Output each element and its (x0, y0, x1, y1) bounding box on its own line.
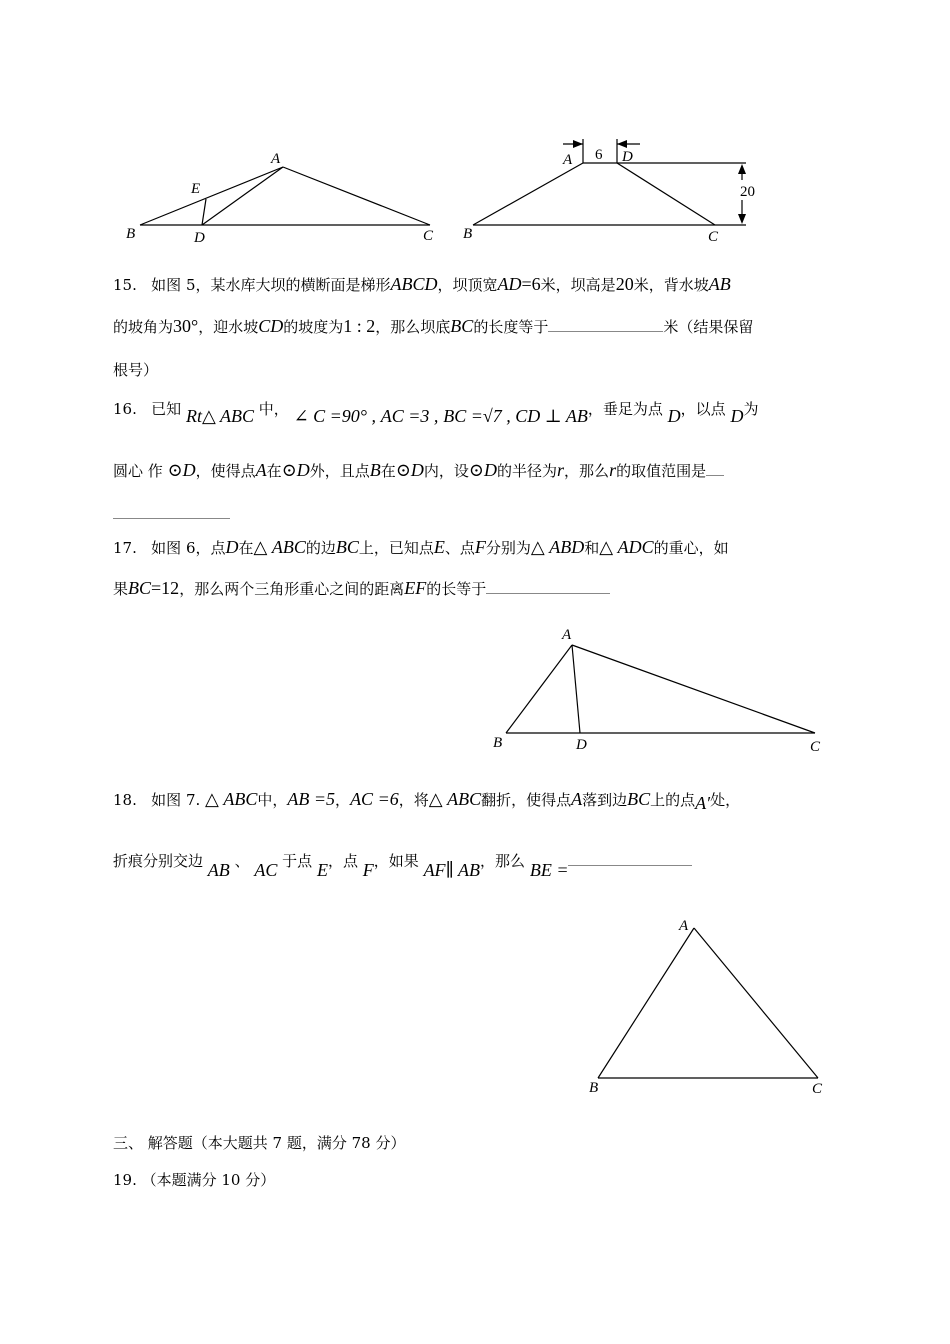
q15-text: 的坡度为 (283, 318, 344, 336)
q18-math: BC (627, 789, 651, 809)
q17-math: EF (404, 578, 427, 598)
q18-math: △ ABC (205, 789, 258, 809)
q17-text: 在 (238, 539, 254, 557)
label-A: A (271, 151, 281, 167)
q18-number: 18. (113, 791, 137, 809)
label-B: B (463, 226, 473, 242)
q18-text: 上的点 (650, 791, 696, 809)
q16-math: ⊙D (281, 460, 310, 480)
label-D: D (194, 230, 205, 246)
label-B: B (589, 1080, 599, 1096)
q17-math: △ ADC (599, 537, 654, 557)
q16-text: 内，设 (423, 462, 469, 480)
q18-math: AB (207, 860, 230, 880)
q16-math: AC =3 , (380, 406, 439, 426)
q18-math: AC (254, 860, 278, 880)
q18-text: 如图 7. (151, 791, 201, 809)
label-A: A (563, 152, 573, 168)
q15-math: 20 (615, 274, 634, 294)
q16-math: Rt△ ABC (185, 406, 254, 426)
q15-text: 如图 5，某水库大坝的横断面是梯形 (151, 276, 391, 294)
q17-text: 和 (584, 539, 600, 557)
q16-text: 圆心 作 (113, 462, 163, 480)
q18-math: AF∥ AB (423, 860, 481, 880)
q15-text: 米，背水坡 (633, 276, 709, 294)
q16-text: 中， (258, 400, 289, 418)
q16-math: r (557, 460, 565, 480)
q15-math: BC (450, 316, 474, 336)
q17-number: 17. (113, 539, 137, 557)
q17-math: =12 (151, 578, 180, 598)
q16-math: r (609, 460, 617, 480)
q15-number: 15. (113, 276, 137, 294)
q16-text: 已知 (151, 400, 182, 418)
q16-text: 为 (743, 400, 759, 418)
q18-math: △ ABC (428, 789, 482, 809)
q16-text: 在 (380, 462, 396, 480)
q19-heading: 19. （本题满分 10 分） (113, 1171, 276, 1189)
q17-math: E (433, 537, 445, 557)
q18-math: F (362, 860, 374, 880)
label-E: E (191, 181, 201, 197)
q18-math: AC =6 (350, 789, 399, 809)
label-A: A (562, 627, 572, 643)
q17-math: BC (335, 537, 359, 557)
q16-text: 的取值范围是 (616, 462, 707, 480)
q17-text: 果 (113, 580, 129, 598)
q15-math: AB (708, 274, 731, 294)
q17-math: D (225, 537, 239, 557)
q18-math: E (316, 860, 328, 880)
q18-text: ， (335, 791, 351, 809)
q18-text: 折痕分别交边 (113, 852, 204, 870)
q15-text: ，坝顶宽 (437, 276, 498, 294)
q17-text: 的长等于 (426, 580, 487, 598)
q15-math: CD (258, 316, 284, 336)
q16-math: ⊙D (468, 460, 498, 480)
q18-text: 翻折，使得点 (481, 791, 572, 809)
top-width-label: 6 (595, 147, 603, 163)
q16-text: ，那么 (564, 462, 610, 480)
q18-math: A (571, 789, 583, 809)
q16-math: A (255, 460, 267, 480)
section-3-heading: 三、 解答题（本大题共 7 题，满分 78 分） (113, 1134, 406, 1152)
q15-text: 的长度等于 (473, 318, 549, 336)
q17-math: △ ABC (253, 537, 306, 557)
q15-text: 根号） (113, 361, 159, 379)
q15-math: AD (497, 274, 522, 294)
q16-math: D (730, 406, 744, 426)
q16-math: D (667, 406, 681, 426)
q15-math: 1 : 2 (343, 316, 376, 336)
q16-math: ⊙D (167, 460, 196, 480)
label-D: D (576, 737, 587, 753)
q18-text: 中， (257, 791, 288, 809)
q16-text: 在 (266, 462, 282, 480)
q16-math: B (369, 460, 381, 480)
q16-math: ⊙D (395, 460, 424, 480)
q15-text: ，迎水坡 (198, 318, 259, 336)
q16-math: ∠ C =90° , (293, 406, 376, 426)
q16-text: ，垂足为点 (587, 400, 663, 418)
q18-text: 、 (234, 852, 250, 870)
q17-math: F (474, 537, 486, 557)
q15-math: =6 (521, 274, 541, 294)
label-C: C (423, 228, 434, 244)
q18-math: AB =5 (287, 789, 336, 809)
q17-math: △ ABD (530, 537, 585, 557)
q17-math: BC (128, 578, 152, 598)
q17-text: 的重心，如 (653, 539, 729, 557)
q16-math: BC =√7 , CD ⊥ AB (443, 406, 588, 426)
q15-text: 米，坝高是 (540, 276, 616, 294)
q18-math: A′ (695, 793, 711, 813)
q15-text: ，那么坝底 (375, 318, 451, 336)
label-C: C (708, 229, 719, 245)
q18-text: 于点 (282, 852, 313, 870)
label-C: C (810, 739, 821, 755)
q18-text: ，如果 (373, 852, 419, 870)
label-C: C (812, 1081, 823, 1097)
q15-math: 30° (173, 316, 199, 336)
q17-text: 、点 (444, 539, 475, 557)
label-B: B (126, 226, 136, 242)
q18-text: ，将 (398, 791, 429, 809)
q16-text: ，以点 (680, 400, 726, 418)
q18-text: 落到边 (582, 791, 628, 809)
q16-text: 的半径为 (497, 462, 558, 480)
q18-text: ，那么 (480, 852, 526, 870)
label-D: D (622, 149, 633, 165)
q15-text: 的坡角为 (113, 318, 174, 336)
q15-math: ABCD (390, 274, 438, 294)
q18-text: 处， (710, 791, 741, 809)
q15-text: 米（结果保留 (663, 318, 754, 336)
label-B: B (493, 735, 503, 751)
q17-text: 上，已知点 (358, 539, 434, 557)
height-label: 20 (740, 184, 755, 200)
q16-text: 外，且点 (309, 462, 370, 480)
q18-text: ，点 (327, 852, 358, 870)
q18-math: BE = (529, 860, 569, 880)
q17-text: 分别为 (485, 539, 531, 557)
q17-text: 如图 6，点 (151, 539, 226, 557)
q17-text: 的边 (305, 539, 336, 557)
q17-text: ，那么两个三角形重心之间的距离 (179, 580, 405, 598)
q16-number: 16. (113, 400, 137, 418)
q16-text: ，使得点 (195, 462, 256, 480)
label-A: A (679, 918, 689, 934)
